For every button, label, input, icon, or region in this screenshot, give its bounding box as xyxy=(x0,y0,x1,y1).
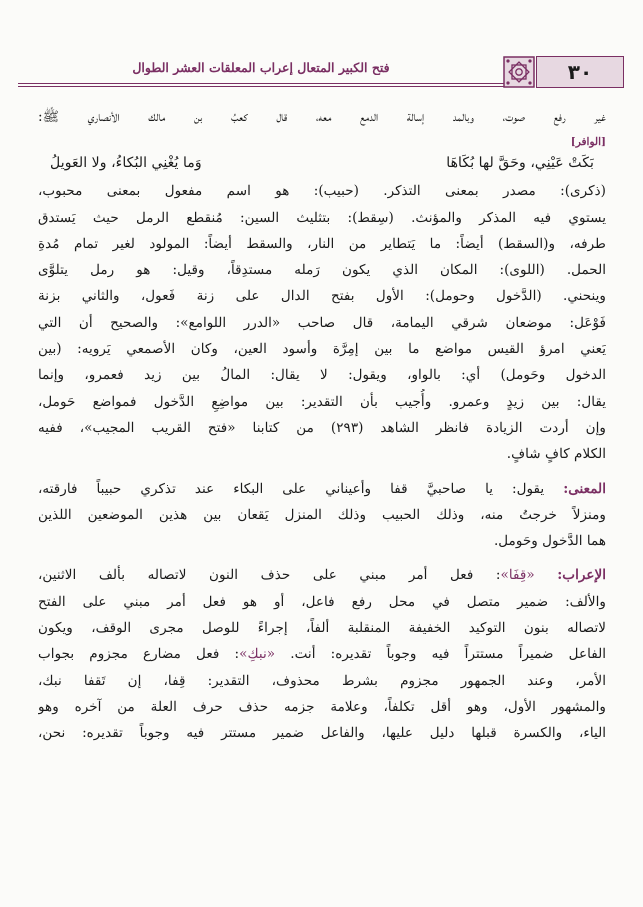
meaning-section xyxy=(38,476,606,555)
verse-hemistich-first: بَكَتْ عَيْنِي، وحَقَّ لها بُكَاهَا xyxy=(446,155,594,172)
meter-label: [الوافر] xyxy=(570,136,606,149)
glossary-line: يقال: بين زيدٍ وعمرو. وأُجيب بأن التقدير: بين مواضِعِ الدَّخول فمواضع حَومل، xyxy=(38,393,606,410)
glossary-line: يستوي فيه المذكر والمؤنث. (سِقط): بتثليث السين: مُنقطع الرمل حيث يَستدق xyxy=(38,209,606,226)
verse xyxy=(38,148,606,178)
parsing-heading: الإعراب: xyxy=(557,567,606,584)
verse-hemistich-second: وَما يُغْنِي البُكاءُ، ولا العَويلُ xyxy=(50,155,202,172)
meaning-line xyxy=(38,476,606,502)
meaning-heading: المعنى: xyxy=(563,480,606,497)
running-title: فتح الكبير المتعال إعراب المعلقات العشر الطوال xyxy=(132,60,390,75)
parsing-term: «قِفَا» xyxy=(500,567,535,584)
meaning-text: يقول: يا صاحبيَّ قفا وأعيناني على البكاء عند تذكري حبيباً فارقته، xyxy=(38,480,545,497)
parsing-text: : فعل مضارع مجزوم بجواب xyxy=(38,646,240,663)
rosette-ornament-icon xyxy=(503,56,535,88)
parsing-text: الفاعل ضميراً مستتراً فيه وجوباً تقديره: أنت. xyxy=(275,646,606,663)
parsing-section xyxy=(38,562,606,746)
meaning-line: هما الدَّخول وحَومل. xyxy=(493,533,606,550)
glossary-line: طرفه، و(السقط) أيضاً: ما يَتطاير من النار، والسقط أيضاً: المولود لغير تمام مُدةِ xyxy=(38,235,606,252)
glossary-line: الدخول وحَومل) أي: بالواو، ويقول: لا يقال: المالُ بين زيد فعمرو، وإنما xyxy=(38,367,606,384)
page-header xyxy=(18,56,624,94)
header-rule xyxy=(18,86,504,87)
glossary-line: وإن أردت الزيادة فانظر الشاهد (٢٩٣) من كتابنا «فتح القريب المجيب»، ففيه xyxy=(38,419,606,436)
parsing-line: الأمر، وعند الجمهور مجزوم بشرط محذوف، التقدير: قِفا، إن تَقفا نبك، xyxy=(38,672,606,689)
intro-line: غير رفع صوت، وبالمد إسالة الدمع معه، قال كعبُ بن مالك الأنصاري ﷺ: xyxy=(38,109,606,125)
page-number-box xyxy=(536,56,624,88)
page-body xyxy=(38,104,606,747)
parsing-line: والألف: ضمير متصل في محل رفع فاعل، أو هو فعل أمر مبني على الفتح xyxy=(38,593,606,610)
parsing-line xyxy=(38,641,606,667)
glossary-line: يَعني امرؤ القيس مواضع ما بين إمِرَّة وأسود العين، وكان الأصمعي يَرويه: (بين xyxy=(38,341,606,358)
parsing-line: والمشهور الأول، وهو أقل تكلفاً، وعلامة جزمه حذف حرف العلة من آخره وهو xyxy=(38,698,606,715)
parsing-line xyxy=(38,562,606,588)
header-rule xyxy=(18,83,504,84)
glossary-line: وينحني. (الدَّخول وحومل): الأول بفتح الدال على زنة فَعول، والثاني بزنة xyxy=(38,288,606,305)
page-number: ٣٠ xyxy=(567,60,593,84)
glossary-line: (ذكرى): مصدر بمعنى التذكر. (حبيب): هو اسم مفعول بمعنى محبوب، xyxy=(38,183,606,200)
parsing-text: : فعل أمر مبني على حذف النون لاتصاله بألف الاثنين، xyxy=(38,567,501,584)
meter-row xyxy=(38,130,606,148)
glossary-line: الحمل. (اللوى): المكان الذي يكون رَمله مستدِقاً، وقيل: هو رمل يتلوَّى xyxy=(38,262,606,279)
glossary-line: فَوْعَل: موضعان شرقي اليمامة، قال صاحب «الدرر اللوامع»: والصحيح أن التي xyxy=(38,314,606,331)
parsing-term: «نبكِ» xyxy=(239,646,276,663)
parsing-line: لاتصاله بنون التوكيد الخفيفة المنقلبة ألفاً، إجراءً للوصل مجرى الوقف، ويكون xyxy=(38,620,606,637)
glossary-section xyxy=(38,178,606,467)
glossary-line: الكلام كافٍ شافٍ. xyxy=(506,446,606,463)
parsing-line: الياء، والكسرة قبلها دليل عليها، والفاعل ضمير مستتر فيه وجوباً تقديره: نحن، xyxy=(38,725,606,742)
meaning-line: ومنزلاً خرجتُ منه، وذلك الحبيب وذلك المنزل يَقعان بين هذين الموضعين اللذين xyxy=(38,506,606,523)
